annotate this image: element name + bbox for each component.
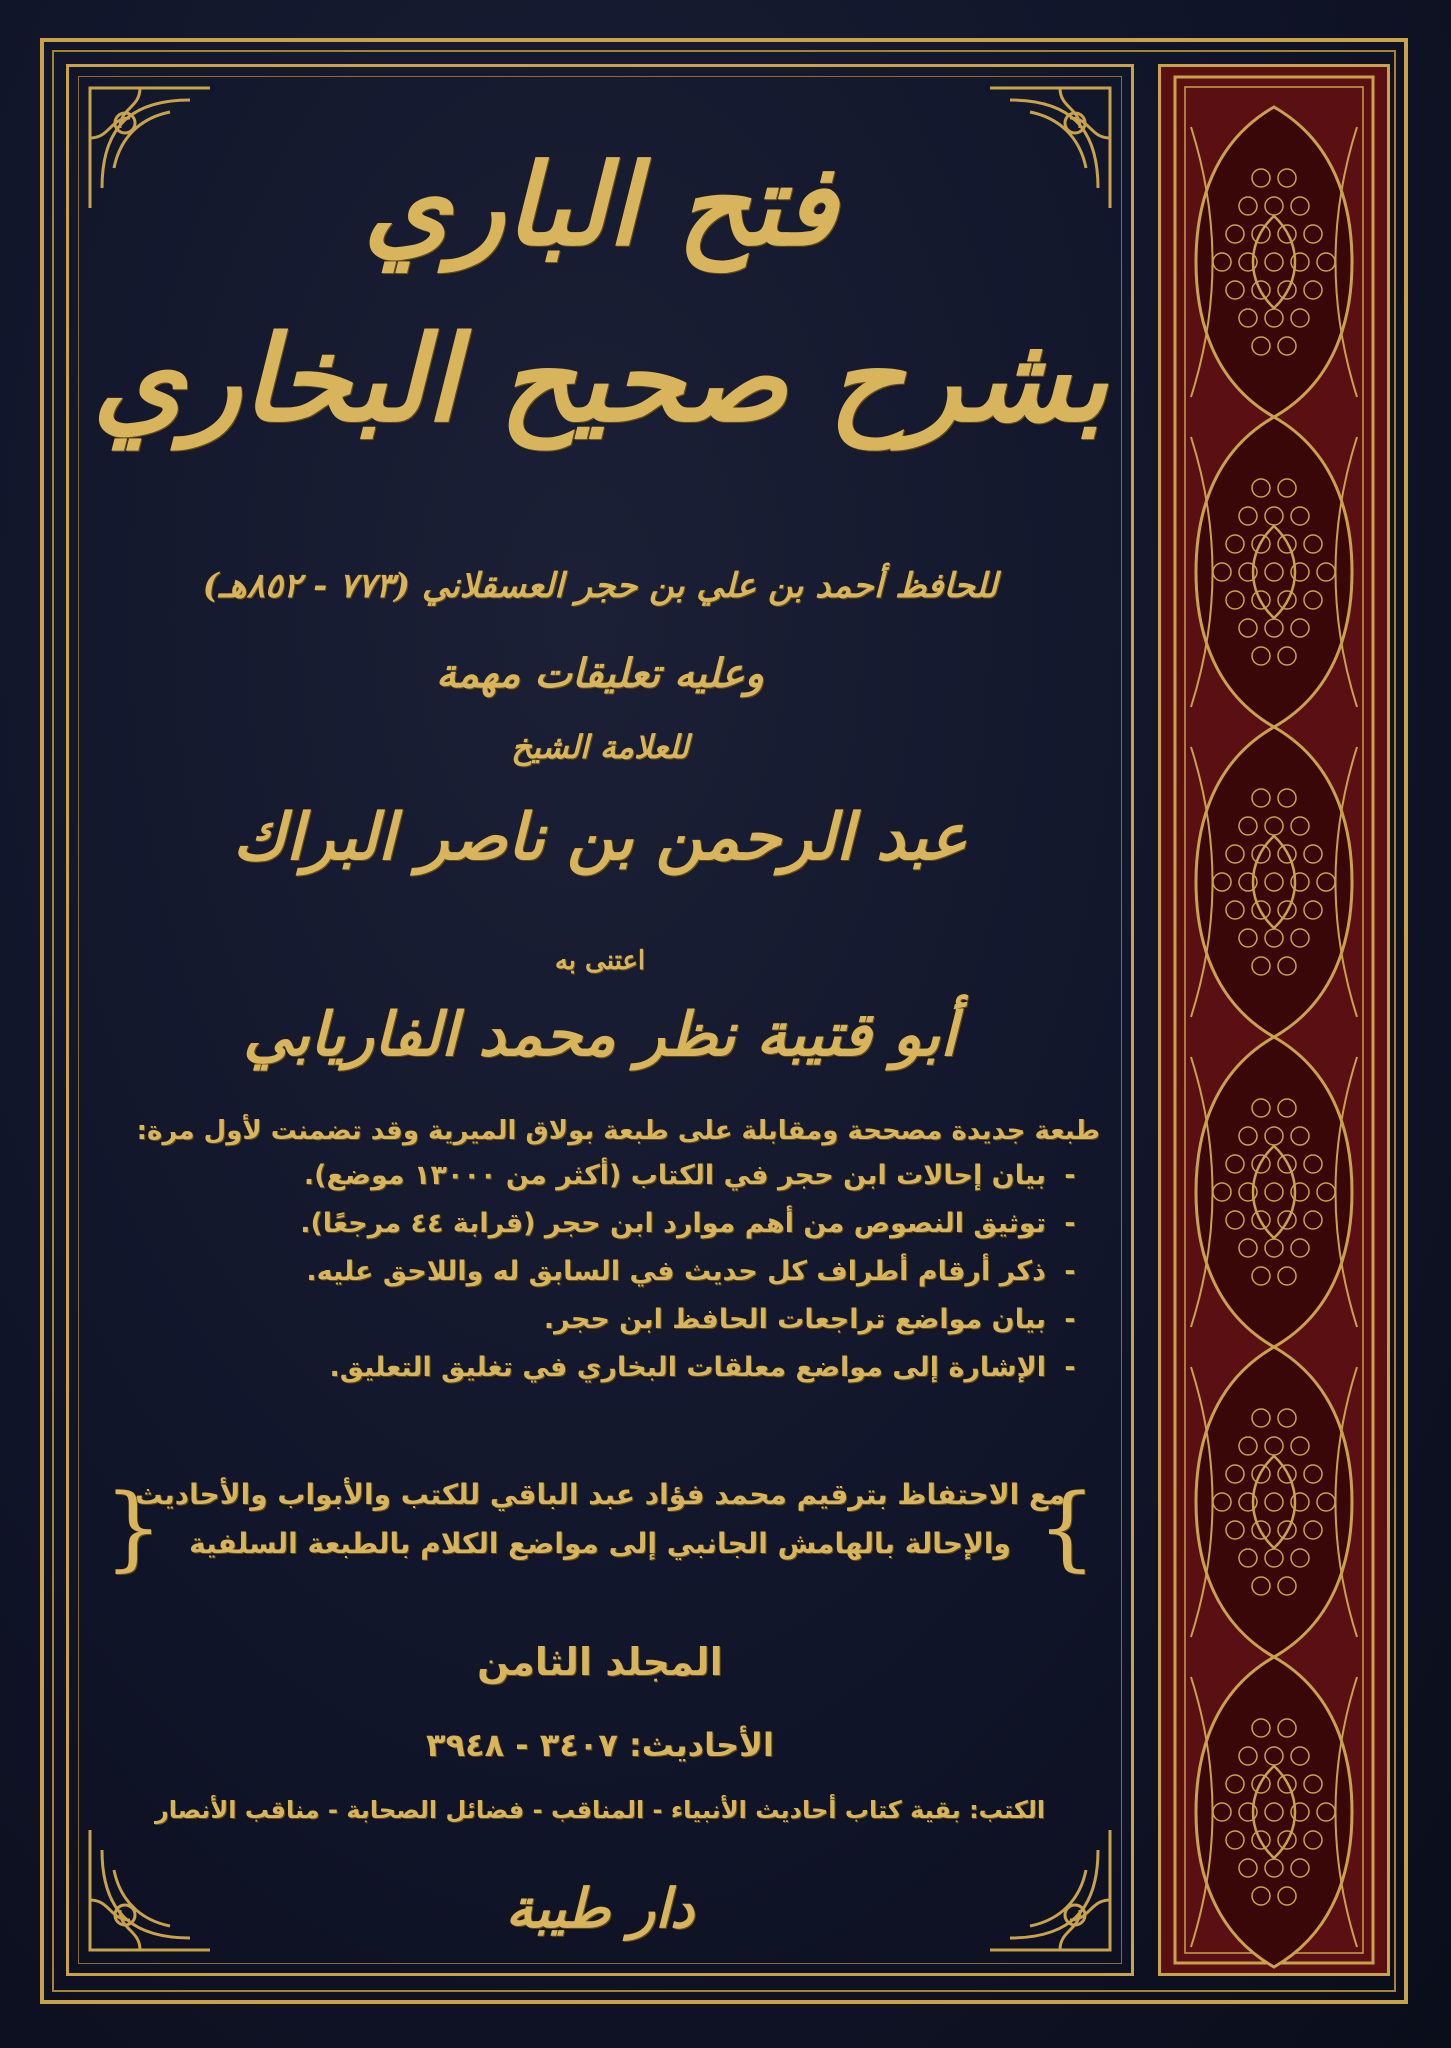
ornamental-side-column xyxy=(1158,64,1390,1976)
feature-bullet: - xyxy=(1064,1352,1076,1383)
feature-text: بيان مواضع تراجعات الحافظ ابن حجر. xyxy=(543,1304,1046,1335)
feature-item xyxy=(100,1256,1100,1287)
medallion xyxy=(1196,107,1352,417)
feature-text: الإشارة إلى مواضع معلقات البخاري في تغليق التعليق. xyxy=(329,1352,1046,1383)
book-subtitle: بشرح صحيح البخاري xyxy=(92,309,1108,448)
feature-bullet: - xyxy=(1064,1256,1076,1287)
feature-item xyxy=(100,1160,1100,1191)
editor-label: اعتنى به xyxy=(554,946,646,976)
volume-label: المجلد الثامن xyxy=(477,1640,723,1684)
books-list: الكتب: بقية كتاب أحاديث الأنبياء - المناقب - فضائل الصحابة - مناقب الأنصار xyxy=(154,1796,1046,1824)
commentary-line: وعليه تعليقات مهمة xyxy=(435,650,765,697)
feature-text: توثيق النصوص من أهم موارد ابن حجر (قرابة ٤٤ مرجعًا). xyxy=(300,1208,1046,1239)
medallion xyxy=(1196,727,1352,1037)
note-line: مع الاحتفاظ بترقيم محمد فؤاد عبد الباقي للكتب والأبواب والأحاديث xyxy=(134,1478,1066,1511)
book-title: فتح الباري xyxy=(363,140,837,271)
feature-bullet: - xyxy=(1064,1208,1076,1239)
feature-bullet: - xyxy=(1064,1160,1076,1191)
editor-name: أبو قتيبة نظر محمد الفاريابي xyxy=(243,1000,957,1070)
sheikh-name: عبد الرحمن بن ناصر البراك xyxy=(232,800,968,875)
feature-text: ذكر أرقام أطراف كل حديث في السابق له واللاحق عليه. xyxy=(306,1256,1046,1287)
medallion xyxy=(1196,1347,1352,1657)
feature-item xyxy=(100,1352,1100,1383)
feature-text: بيان إحالات ابن حجر في الكتاب (أكثر من ١٣٠٠٠ موضع). xyxy=(303,1160,1046,1191)
feature-item xyxy=(100,1304,1100,1335)
note-line: والإحالة بالهامش الجانبي إلى مواضع الكلام بالطبعة السلفية xyxy=(189,1527,1011,1560)
medallion xyxy=(1196,1657,1352,1967)
author-line: للحافظ أحمد بن علي بن حجر العسقلاني (٧٧٣ - ٨٥٢هـ) xyxy=(202,566,998,606)
hadith-range: الأحاديث: ٣٤٠٧ - ٣٩٤٨ xyxy=(426,1726,774,1764)
edition-intro: طبعة جديدة مصححة ومقابلة على طبعة بولاق الميرية وقد تضمنت لأول مرة: xyxy=(136,1116,1100,1146)
medallion xyxy=(1196,417,1352,727)
arabesque-pattern xyxy=(1161,67,1387,1973)
brace-left-icon: { xyxy=(104,1474,163,1581)
edition-description xyxy=(100,1116,1100,1400)
brace-right-icon: } xyxy=(1037,1474,1096,1581)
numbering-note xyxy=(104,1474,1096,1581)
feature-item xyxy=(100,1208,1100,1239)
publisher-name: دار طيبة xyxy=(505,1876,695,1940)
medallion xyxy=(1196,1037,1352,1347)
feature-bullet: - xyxy=(1064,1304,1076,1335)
sheikh-label: للعلامة الشيخ xyxy=(511,728,689,766)
